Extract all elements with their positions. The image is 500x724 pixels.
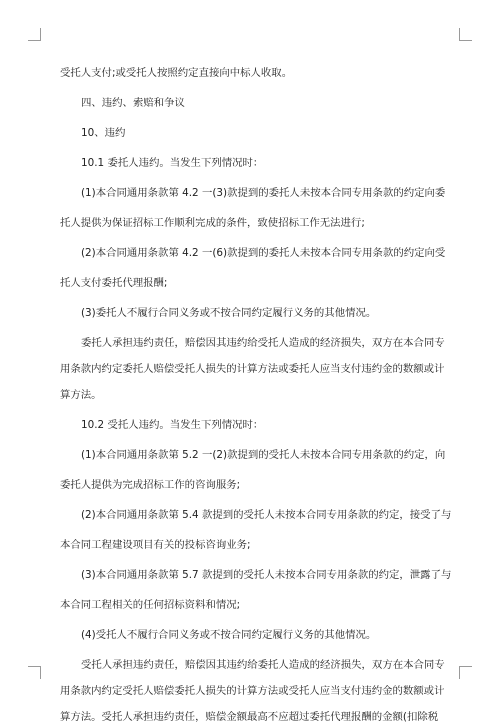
section-heading: 四、违约、索赔和争议 <box>81 97 185 109</box>
text-line: 受托人支付;或受托人按照约定直接向中标人收取。 <box>60 67 293 79</box>
crop-mark-top-right <box>459 28 472 41</box>
crop-mark-bottom-right <box>459 666 472 679</box>
text-line: 算方法。 <box>60 389 102 401</box>
text-line: (2)本合同通用条款第 4.2 一(6)款提到的委托人未按本合同专用条款的约定向受 <box>81 247 446 259</box>
text-line: 委托人承担违约责任，赔偿因其违约给受托人造成的经济损失，双方在本合同专 <box>81 337 445 349</box>
text-line: 受托人承担违约责任，赔偿因其违约给委托人造成的经济损失，双方在本合同专 <box>81 659 445 671</box>
text-line: 本合同工程相关的任何招标资料和情况; <box>60 599 241 611</box>
crop-mark-top-left <box>28 28 41 41</box>
text-line: (1)本合同通用条款第 5.2 一(2)款提到的受托人未按本合同专用条款的约定，向 <box>81 449 446 461</box>
text-line: 托人提供为保证招标工作顺利完成的条件，致使招标工作无法进行; <box>60 217 365 229</box>
text-line: 委托人提供为完成招标工作的咨询服务; <box>60 479 241 491</box>
text-line: 算方法。受托人承担违约责任，赔偿金额最高不应超过委托代理报酬的金额(扣除税 <box>60 711 439 723</box>
crop-mark-bottom-left <box>28 666 41 679</box>
text-line: (3)委托人不履行合同义务或不按合同约定履行义务的其他情况。 <box>81 307 377 319</box>
text-line: 用条款内约定委托人赔偿受托人损失的计算方法或委托人应当支付违约金的数额或计 <box>60 363 445 375</box>
text-line: 用条款内约定受托人赔偿委托人损失的计算方法或受托人应当支付违约金的数额或计 <box>60 685 445 697</box>
text-line: (2)本合同通用条款第 5.4 款提到的受托人未按本合同专用条款的约定，接受了与 <box>81 509 452 521</box>
subclause-heading: 10.2 受托人违约。当发生下列情况时： <box>81 419 264 431</box>
text-line: (3)本合同通用条款第 5.7 款提到的受托人未按本合同专用条款的约定，泄露了与 <box>81 569 452 581</box>
clause-heading: 10、违约 <box>81 127 126 139</box>
text-line: 本合同工程建设项目有关的投标咨询业务; <box>60 539 251 551</box>
text-line: (1)本合同通用条款第 4.2 一(3)款提到的委托人未按本合同专用条款的约定向委 <box>81 187 446 199</box>
subclause-heading: 10.1 委托人违约。当发生下列情况时： <box>81 157 264 169</box>
text-line: (4)受托人不履行合同义务或不按合同约定履行义务的其他情况。 <box>81 629 377 641</box>
text-line: 托人支付委托代理报酬; <box>60 277 168 289</box>
